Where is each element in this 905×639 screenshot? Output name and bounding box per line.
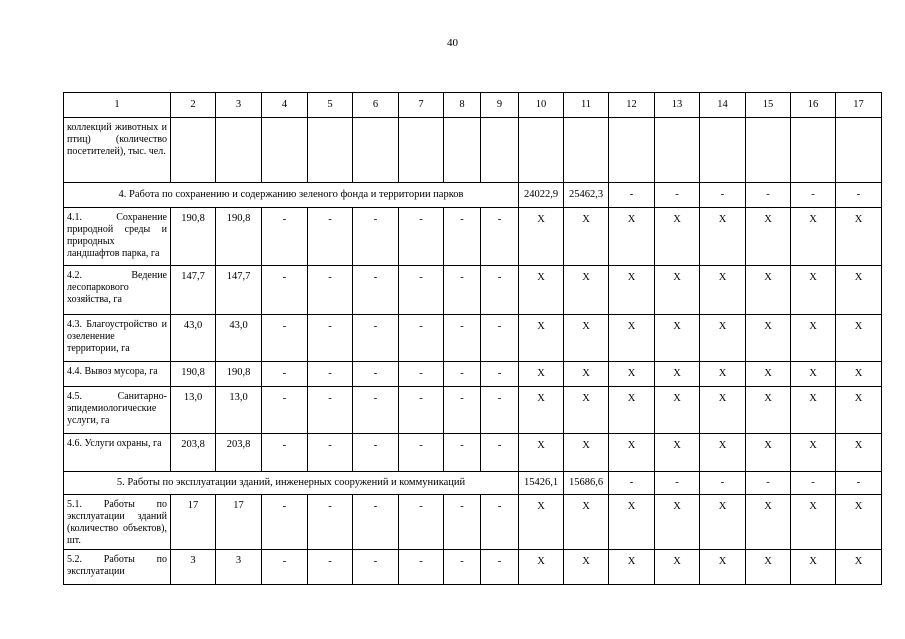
table-cell: X bbox=[519, 315, 564, 362]
table-row bbox=[64, 315, 882, 362]
table-cell: X bbox=[700, 208, 746, 266]
table-cell: 190,8 bbox=[216, 208, 262, 266]
table-cell: - bbox=[791, 472, 836, 495]
table-cell: X bbox=[564, 495, 609, 550]
row-label: 5.2. Работы по эксплуатации bbox=[64, 550, 171, 585]
table-cell: 3 bbox=[171, 550, 216, 585]
header-cell: 1 bbox=[64, 93, 171, 118]
table-cell: - bbox=[262, 550, 308, 585]
table-cell: - bbox=[262, 266, 308, 315]
table-cell: X bbox=[519, 208, 564, 266]
row-label: 4.4. Вывоз мусора, га bbox=[64, 362, 171, 387]
header-cell: 11 bbox=[564, 93, 609, 118]
table-cell: 190,8 bbox=[171, 362, 216, 387]
row-label: 4.2. Ведение лесопаркового хозяйства, га bbox=[64, 266, 171, 315]
table-cell: X bbox=[519, 362, 564, 387]
row-label: 4.6. Услуги охраны, га bbox=[64, 434, 171, 472]
table-cell: X bbox=[609, 434, 655, 472]
table-cell: - bbox=[353, 266, 399, 315]
table-cell: - bbox=[399, 266, 444, 315]
table-cell: X bbox=[836, 495, 882, 550]
table-cell: 15426,1 bbox=[519, 472, 564, 495]
table-cell bbox=[353, 118, 399, 183]
row-label: 4.3. Благоустройство и озеленение территории, га bbox=[64, 315, 171, 362]
table-cell: - bbox=[444, 266, 481, 315]
table-cell: X bbox=[609, 495, 655, 550]
header-cell: 4 bbox=[262, 93, 308, 118]
table-cell: - bbox=[481, 550, 519, 585]
section-title: 4. Работа по сохранению и содержанию зеленого фонда и территории парков bbox=[64, 183, 519, 208]
table-cell: X bbox=[700, 266, 746, 315]
table-cell: X bbox=[564, 434, 609, 472]
table-cell: - bbox=[746, 472, 791, 495]
table-cell: X bbox=[519, 550, 564, 585]
row-label: 4.5. Санитарно-эпидемиологические услуги, га bbox=[64, 387, 171, 434]
header-cell: 10 bbox=[519, 93, 564, 118]
table-cell: X bbox=[519, 387, 564, 434]
table-cell bbox=[308, 118, 353, 183]
table-cell: - bbox=[353, 315, 399, 362]
table-cell: - bbox=[308, 387, 353, 434]
table-cell: X bbox=[746, 434, 791, 472]
table-cell: X bbox=[836, 208, 882, 266]
table-cell: - bbox=[308, 434, 353, 472]
table-cell: - bbox=[609, 472, 655, 495]
table-cell: X bbox=[609, 387, 655, 434]
table-cell: X bbox=[564, 266, 609, 315]
table-cell: X bbox=[655, 315, 700, 362]
table-row bbox=[64, 266, 882, 315]
row-label: 5.1. Работы по эксплуатации зданий (количество объектов), шт. bbox=[64, 495, 171, 550]
table-cell: - bbox=[399, 495, 444, 550]
table-cell: - bbox=[262, 495, 308, 550]
table-cell: - bbox=[444, 434, 481, 472]
table-cell: - bbox=[746, 183, 791, 208]
table-cell: X bbox=[746, 550, 791, 585]
table-cell: X bbox=[700, 495, 746, 550]
table-row bbox=[64, 362, 882, 387]
table-cell: - bbox=[353, 434, 399, 472]
table-cell: - bbox=[399, 387, 444, 434]
table-cell: X bbox=[791, 362, 836, 387]
table-cell: - bbox=[836, 472, 882, 495]
table-row bbox=[64, 495, 882, 550]
table-cell: - bbox=[481, 315, 519, 362]
table-cell: 13,0 bbox=[216, 387, 262, 434]
table-cell: - bbox=[700, 472, 746, 495]
table-cell: 147,7 bbox=[216, 266, 262, 315]
table-cell: X bbox=[836, 315, 882, 362]
table-cell: - bbox=[481, 266, 519, 315]
table-cell: X bbox=[564, 387, 609, 434]
table-cell: X bbox=[564, 362, 609, 387]
table-cell: - bbox=[353, 495, 399, 550]
table-cell: 25462,3 bbox=[564, 183, 609, 208]
table-cell: - bbox=[399, 362, 444, 387]
row-label: 4.1. Сохранение природной среды и природных ландшафтов парка, га bbox=[64, 208, 171, 266]
table-cell: - bbox=[308, 315, 353, 362]
table-cell: - bbox=[308, 208, 353, 266]
table-cell bbox=[481, 118, 519, 183]
header-cell: 2 bbox=[171, 93, 216, 118]
table-cell: - bbox=[262, 315, 308, 362]
table-cell: 13,0 bbox=[171, 387, 216, 434]
table-cell: - bbox=[353, 387, 399, 434]
header-cell: 8 bbox=[444, 93, 481, 118]
table-cell: - bbox=[353, 550, 399, 585]
table-cell: - bbox=[655, 472, 700, 495]
header-cell: 17 bbox=[836, 93, 882, 118]
table-cell: X bbox=[655, 434, 700, 472]
table-cell: - bbox=[444, 387, 481, 434]
table-cell: 17 bbox=[216, 495, 262, 550]
table-cell: X bbox=[746, 387, 791, 434]
table-cell: X bbox=[836, 266, 882, 315]
table-cell: X bbox=[746, 315, 791, 362]
header-cell: 16 bbox=[791, 93, 836, 118]
table-cell: X bbox=[519, 434, 564, 472]
table-cell: X bbox=[746, 266, 791, 315]
table-cell: - bbox=[262, 434, 308, 472]
table-cell: - bbox=[308, 362, 353, 387]
table-cell bbox=[519, 118, 564, 183]
table-cell: X bbox=[655, 266, 700, 315]
table-cell: X bbox=[700, 434, 746, 472]
table-cell bbox=[262, 118, 308, 183]
table-cell bbox=[791, 118, 836, 183]
table-cell: X bbox=[609, 362, 655, 387]
table-cell: - bbox=[791, 183, 836, 208]
table-cell: X bbox=[836, 434, 882, 472]
table-cell: X bbox=[609, 550, 655, 585]
table-cell: X bbox=[700, 362, 746, 387]
table-cell: X bbox=[746, 495, 791, 550]
header-row bbox=[64, 93, 882, 118]
table-cell: X bbox=[519, 495, 564, 550]
table-cell bbox=[836, 118, 882, 183]
table-cell: X bbox=[836, 387, 882, 434]
table-cell: - bbox=[399, 434, 444, 472]
table-cell: 147,7 bbox=[171, 266, 216, 315]
table-cell: - bbox=[609, 183, 655, 208]
table-cell: - bbox=[655, 183, 700, 208]
table-cell: - bbox=[399, 315, 444, 362]
table-cell: X bbox=[655, 495, 700, 550]
table-cell: X bbox=[836, 362, 882, 387]
header-cell: 14 bbox=[700, 93, 746, 118]
table-cell: 43,0 bbox=[171, 315, 216, 362]
table-row bbox=[64, 387, 882, 434]
table-cell: - bbox=[481, 387, 519, 434]
table-row bbox=[64, 118, 882, 183]
header-cell: 6 bbox=[353, 93, 399, 118]
table-cell: X bbox=[791, 495, 836, 550]
table-cell: X bbox=[746, 362, 791, 387]
table-cell: X bbox=[746, 208, 791, 266]
table-cell: 3 bbox=[216, 550, 262, 585]
table-cell: X bbox=[655, 208, 700, 266]
table-cell: X bbox=[564, 550, 609, 585]
table-cell: - bbox=[481, 434, 519, 472]
table-cell bbox=[746, 118, 791, 183]
table-cell: X bbox=[609, 208, 655, 266]
section-title: 5. Работы по эксплуатации зданий, инженерных сооружений и коммуникаций bbox=[64, 472, 519, 495]
table-cell bbox=[444, 118, 481, 183]
table-cell bbox=[216, 118, 262, 183]
table-cell: 203,8 bbox=[216, 434, 262, 472]
header-cell: 3 bbox=[216, 93, 262, 118]
table-row bbox=[64, 208, 882, 266]
table-cell: X bbox=[791, 315, 836, 362]
page-number: 40 bbox=[447, 37, 458, 49]
header-cell: 13 bbox=[655, 93, 700, 118]
section-row bbox=[64, 472, 882, 495]
table-cell: X bbox=[700, 387, 746, 434]
table-cell: - bbox=[308, 550, 353, 585]
table-cell: - bbox=[262, 387, 308, 434]
table-row bbox=[64, 550, 882, 585]
table-cell: X bbox=[655, 362, 700, 387]
table-cell: X bbox=[791, 434, 836, 472]
table-cell: - bbox=[481, 208, 519, 266]
table-cell: - bbox=[444, 495, 481, 550]
table-cell: - bbox=[700, 183, 746, 208]
header-cell: 12 bbox=[609, 93, 655, 118]
table-cell: - bbox=[444, 208, 481, 266]
table-cell: 24022,9 bbox=[519, 183, 564, 208]
table-cell: X bbox=[564, 208, 609, 266]
header-cell: 15 bbox=[746, 93, 791, 118]
table-cell bbox=[564, 118, 609, 183]
table-cell: - bbox=[308, 266, 353, 315]
table-cell bbox=[399, 118, 444, 183]
table-cell: - bbox=[353, 362, 399, 387]
table-cell: 203,8 bbox=[171, 434, 216, 472]
table-cell bbox=[700, 118, 746, 183]
table-cell: 43,0 bbox=[216, 315, 262, 362]
table-cell: X bbox=[519, 266, 564, 315]
table-cell: X bbox=[700, 550, 746, 585]
header-cell: 7 bbox=[399, 93, 444, 118]
table-cell: X bbox=[655, 550, 700, 585]
table-cell: - bbox=[481, 362, 519, 387]
table-cell: 190,8 bbox=[216, 362, 262, 387]
header-cell: 5 bbox=[308, 93, 353, 118]
table-cell bbox=[609, 118, 655, 183]
table-cell: 17 bbox=[171, 495, 216, 550]
header-cell: 9 bbox=[481, 93, 519, 118]
section-row bbox=[64, 183, 882, 208]
row-label: коллекций животных и птиц) (количество посетителей), тыс. чел. bbox=[64, 118, 171, 183]
table-cell: X bbox=[609, 266, 655, 315]
table-cell: - bbox=[399, 208, 444, 266]
table-cell: X bbox=[791, 550, 836, 585]
table-cell: - bbox=[262, 208, 308, 266]
table-cell: - bbox=[836, 183, 882, 208]
table-row bbox=[64, 434, 882, 472]
table-cell: - bbox=[444, 550, 481, 585]
table-cell: - bbox=[399, 550, 444, 585]
table-cell: X bbox=[836, 550, 882, 585]
table-cell: 190,8 bbox=[171, 208, 216, 266]
table-cell: - bbox=[308, 495, 353, 550]
table-cell: X bbox=[791, 208, 836, 266]
table-cell: - bbox=[444, 362, 481, 387]
table-cell: X bbox=[700, 315, 746, 362]
table-cell: X bbox=[655, 387, 700, 434]
table-cell: - bbox=[262, 362, 308, 387]
table-cell: 15686,6 bbox=[564, 472, 609, 495]
table-cell: X bbox=[791, 266, 836, 315]
table-cell: - bbox=[444, 315, 481, 362]
table-cell: X bbox=[564, 315, 609, 362]
table-cell bbox=[171, 118, 216, 183]
table-cell: - bbox=[353, 208, 399, 266]
table-cell: X bbox=[791, 387, 836, 434]
table-cell: X bbox=[609, 315, 655, 362]
data-table bbox=[63, 92, 882, 585]
table-cell bbox=[655, 118, 700, 183]
table-cell: - bbox=[481, 495, 519, 550]
